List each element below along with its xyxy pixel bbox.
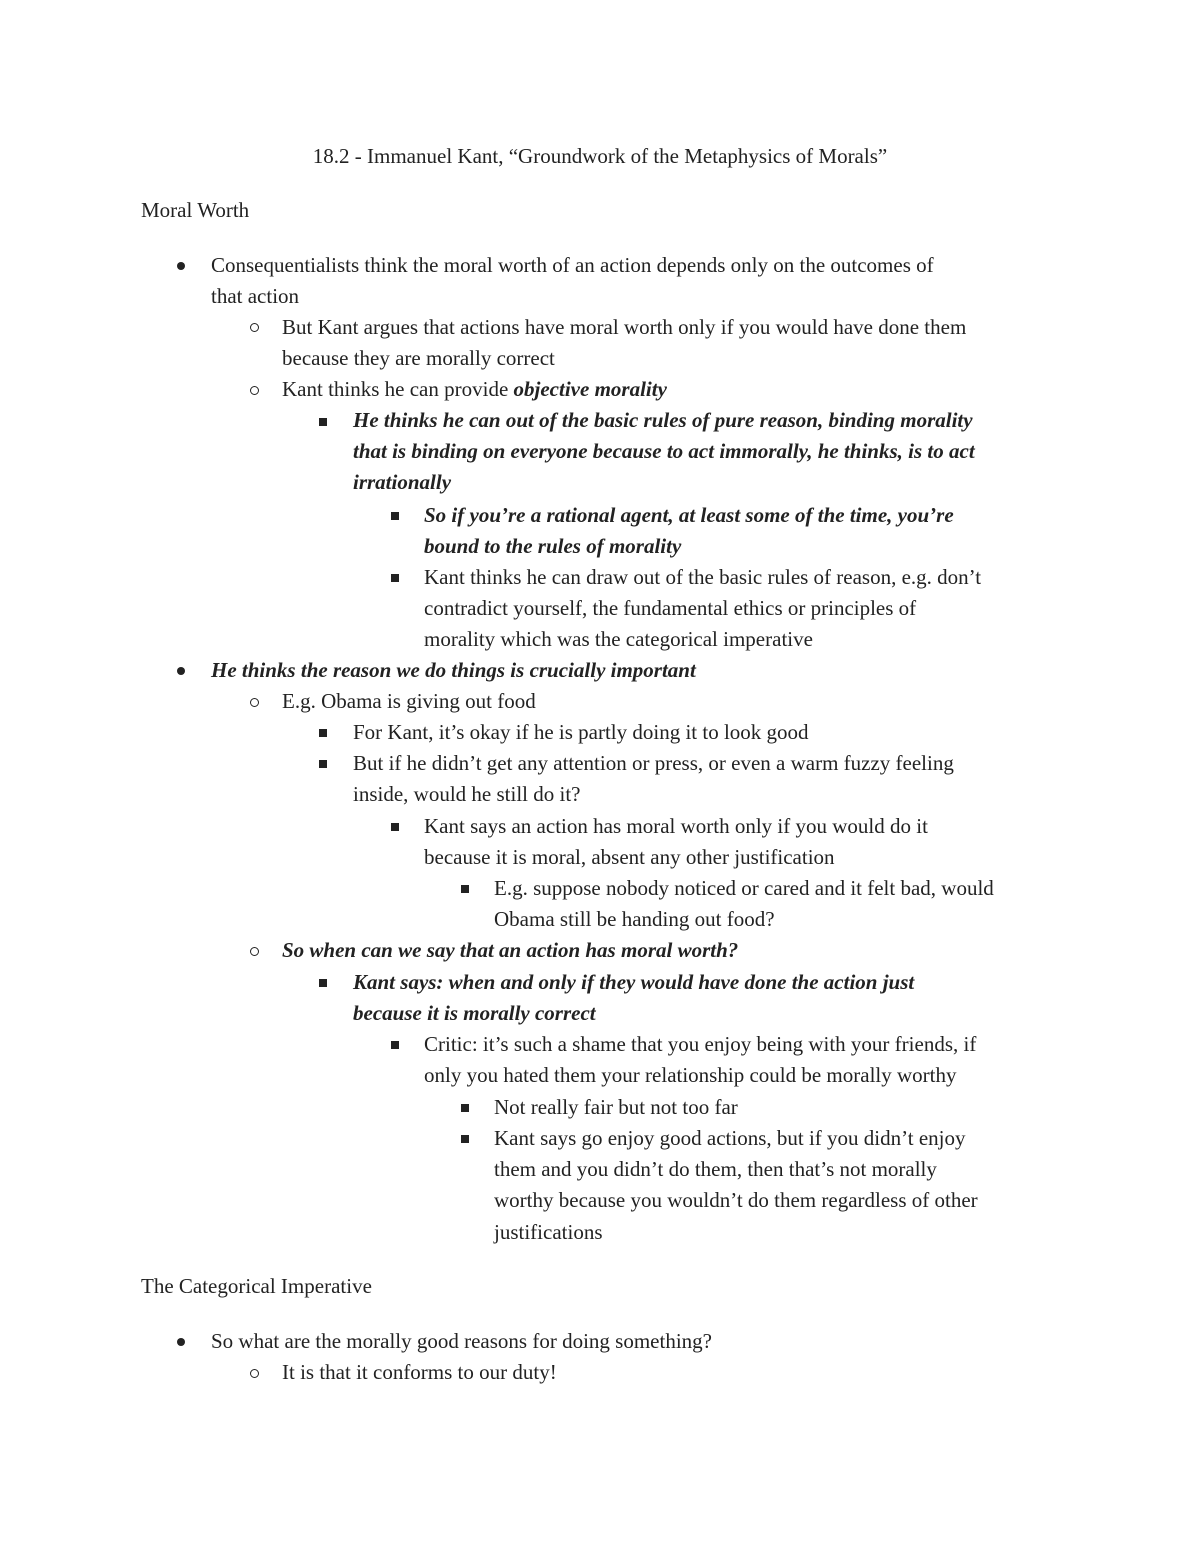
bullet-hollow-circle-icon [250,1369,259,1378]
list-item-line: that is binding on everyone because to act immorally, he thinks, is to act [353,439,975,464]
list-item-line: E.g. suppose nobody noticed or cared and it felt bad, would [494,876,994,900]
list-item-text: Kant thinks he can provide [282,377,514,401]
list-item-line: because it is moral, absent any other justification [424,845,835,870]
list-item [282,312,966,374]
document-title: 18.2 - Immanuel Kant, “Groundwork of the Metaphysics of Morals” [312,144,888,168]
list-item-line: worthy because you wouldn’t do them regardless of other [494,1188,978,1213]
list-item [353,405,975,499]
bullet-hollow-circle-icon [250,323,259,332]
list-item-line: because they are morally correct [282,346,555,371]
list-item [494,1092,738,1123]
section-heading-moral-worth: Moral Worth [141,198,250,222]
list-item-line: E.g. Obama is giving out food [282,689,536,713]
list-item [211,250,934,312]
list-item [424,562,981,656]
bullet-square-icon [391,1041,399,1049]
bullet-square-icon [391,574,399,582]
list-item-line: It is that it conforms to our duty! [282,1360,557,1384]
list-item-line: Kant says: when and only if they would have done the action just [353,970,915,994]
bullet-square-icon [319,729,327,737]
list-item [424,811,928,873]
bullet-square-icon [319,760,327,768]
list-item-line: justifications [494,1219,603,1244]
bullet-square-icon [391,823,399,831]
list-item [282,1357,557,1388]
list-item-line: Obama still be handing out food? [494,907,775,932]
list-item-line: So if you’re a rational agent, at least some of the time, you’re [424,503,954,527]
list-item-line: Critic: it’s such a shame that you enjoy being with your friends, if [424,1032,977,1056]
list-item-line: Not really fair but not too far [494,1095,738,1119]
list-item-line: So when can we say that an action has moral worth? [282,938,739,962]
list-item-line: only you hated them your relationship could be morally worthy [424,1063,957,1088]
list-item [353,717,809,748]
bullet-square-icon [461,1104,469,1112]
list-item [424,500,954,562]
bullet-filled-circle-icon [177,667,185,675]
section-heading-categorical-imperative: The Categorical Imperative [141,1274,372,1298]
list-item-line [282,374,667,405]
list-item-line: morality which was the categorical imperative [424,627,813,652]
bullet-filled-circle-icon [177,1338,185,1346]
bullet-square-icon [319,418,327,426]
list-item-line: He thinks he can out of the basic rules of pure reason, binding morality [353,408,973,432]
list-item-line: them and you didn’t do them, then that’s not morally [494,1157,937,1182]
emphasis-text: objective morality [513,377,667,401]
list-item-line: Kant says go enjoy good actions, but if you didn’t enjoy [494,1126,966,1150]
list-item-line: So what are the morally good reasons for doing something? [211,1329,712,1353]
list-item-line: contradict yourself, the fundamental ethics or principles of [424,596,917,621]
list-item-line: inside, would he still do it? [353,782,581,807]
list-item [353,967,914,1029]
list-item-line: For Kant, it’s okay if he is partly doing it to look good [353,720,809,744]
list-item [282,686,536,717]
list-item-line: But if he didn’t get any attention or press, or even a warm fuzzy feeling [353,751,954,775]
list-item [494,1123,978,1248]
bullet-hollow-circle-icon [250,947,259,956]
list-item-line: that action [211,284,300,309]
list-item [494,873,994,935]
list-item [211,1326,712,1357]
bullet-filled-circle-icon [177,262,185,270]
list-item-line: But Kant argues that actions have moral worth only if you would have done them [282,315,967,339]
bullet-square-icon [319,979,327,987]
list-item [424,1029,976,1091]
list-item-line: bound to the rules of morality [424,534,682,559]
list-item-line: Kant says an action has moral worth only if you would do it [424,814,928,838]
list-item [282,935,738,966]
bullet-square-icon [391,512,399,520]
list-item-line: because it is morally correct [353,1001,596,1026]
list-item [211,655,696,686]
list-item-line: Kant thinks he can draw out of the basic rules of reason, e.g. don’t [424,565,982,589]
bullet-square-icon [461,885,469,893]
list-item [353,748,954,810]
list-item [282,374,667,405]
list-item-line: He thinks the reason we do things is crucially important [211,658,696,682]
list-item-line: Consequentialists think the moral worth of an action depends only on the outcomes of [211,253,934,277]
bullet-hollow-circle-icon [250,698,259,707]
bullet-hollow-circle-icon [250,386,259,395]
list-item-line: irrationally [353,470,452,495]
bullet-square-icon [461,1135,469,1143]
